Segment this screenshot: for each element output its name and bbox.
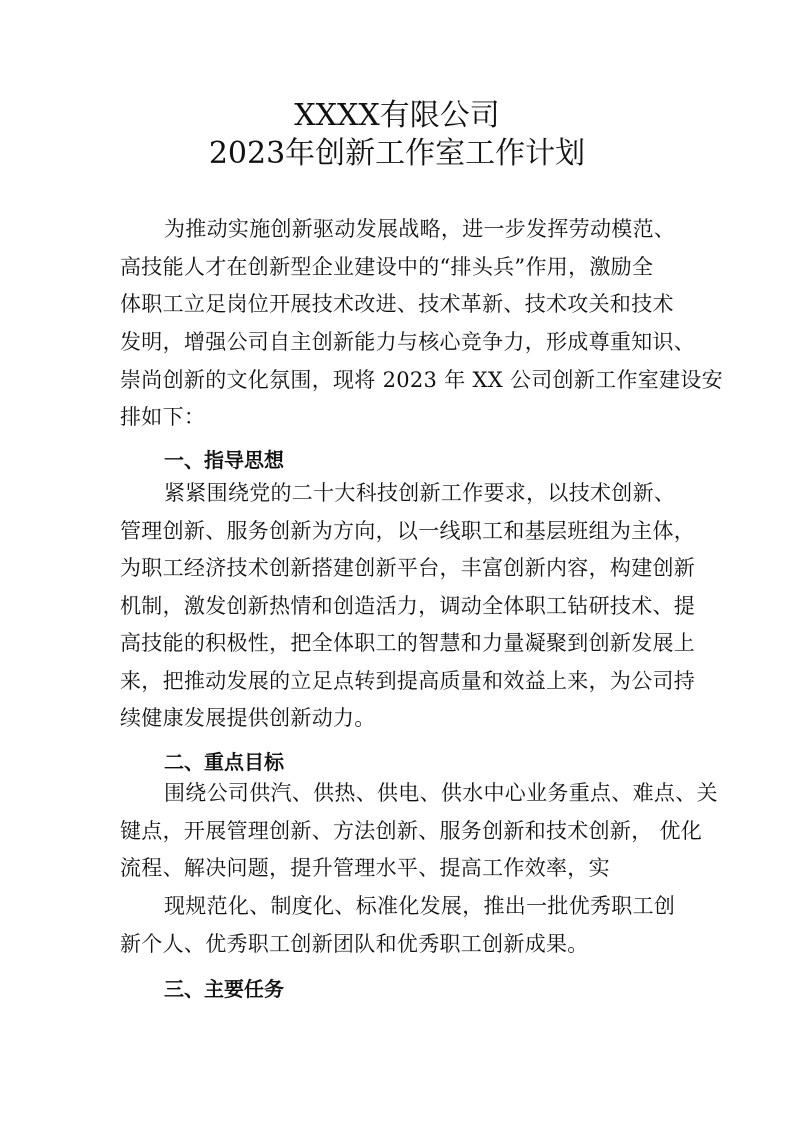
section2-line: 键点，开展管理创新、方法创新、服务创新和技术创新， 优化 [120,819,703,843]
section1-line: 续健康发展提供创新动力。 [120,706,376,730]
intro-line: 排如下： [120,405,206,429]
intro-line: 体职工立足岗位开展技术改进、技术革新、技术攻关和技术 [120,292,674,316]
intro-line: 崇尚创新的文化氛围，现将 2023 年 XX 公司创新工作室建设安 [120,368,723,392]
section1-line: 机制，激发创新热情和创造活力，调动全体职工钻研技术、提 [120,594,696,618]
intro-line: 发明，增强公司自主创新能力与核心竞争力，形成尊重知识、 [120,330,696,354]
section-heading-main-tasks: 三、主要任务 [164,977,284,1001]
section1-line: 为职工经济技术创新搭建创新平台，丰富创新内容，构建创新 [120,556,696,580]
section-heading-guiding-ideology: 一、指导思想 [164,448,284,472]
document-title-line-1: XXXX有限公司 [294,98,500,133]
section2-line: 新个人、优秀职工创新团队和优秀职工创新成果。 [120,932,589,956]
section2-line: 流程、解决问题，提升管理水平、提高工作效率，实 [120,856,610,880]
section1-line: 管理创新、服务创新为方向，以一线职工和基层班组为主体， [120,519,696,543]
section1-line: 紧紧围绕党的二十大科技创新工作要求，以技术创新、 [164,481,676,505]
section2-line: 围绕公司供汽、供热、供电、供水中心业务重点、难点、关 [164,781,718,805]
section1-line: 来，把推动发展的立足点转到提高质量和效益上来，为公司持 [120,669,696,693]
section1-line: 高技能的积极性，把全体职工的智慧和力量凝聚到创新发展上 [120,631,696,655]
section2-line: 现规范化、制度化、标准化发展，推出一批优秀职工创 [164,894,676,918]
intro-line: 为推动实施创新驱动发展战略，进一步发挥劳动模范、 [164,217,676,241]
intro-line: 高技能人才在创新型企业建设中的“排头兵”作用，激励全 [120,255,654,279]
section-heading-key-goals: 二、重点目标 [164,750,284,774]
document-title-line-2: 2023年创新工作室工作计划 [208,136,586,171]
